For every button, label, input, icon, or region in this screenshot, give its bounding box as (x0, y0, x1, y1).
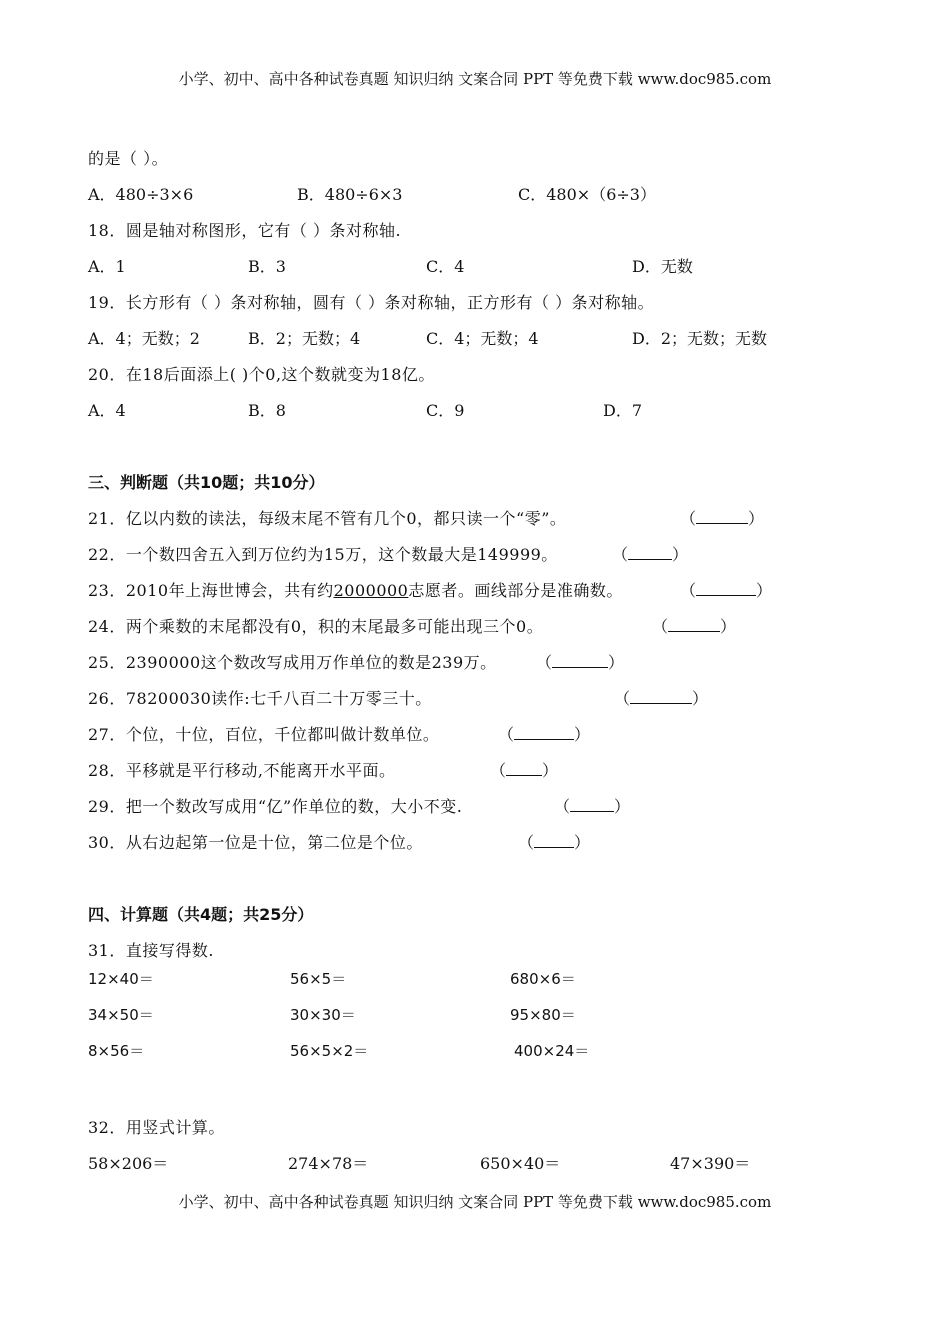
q19-text: 19．长方形有（ ）条对称轴，圆有（ ）条对称轴，正方形有（ ）条对称轴。 (88, 293, 655, 312)
section-3-title: 三、判断题（共10题；共10分） (88, 473, 325, 492)
section-4-title: 四、计算题（共4题；共25分） (88, 905, 314, 924)
q26-answer-blank: （ ） (614, 689, 709, 708)
q29-text: 29．把一个数改写成用“亿”作单位的数，大小不变. (88, 797, 463, 816)
q28-text: 28．平移就是平行移动,不能离开水平面。 (88, 761, 396, 780)
q20-option-b: B．8 (248, 401, 286, 420)
q31-item: 680×6＝ (510, 970, 576, 988)
q27-answer-blank: （ ） (498, 725, 591, 744)
q19-option-c: C．4；无数；4 (426, 329, 539, 348)
q19-option-a: A．4；无数；2 (88, 329, 200, 348)
q17-option-c: C．480×（6÷3） (518, 185, 656, 204)
page-header: 小学、初中、高中各种试卷真题 知识归纳 文案合同 PPT 等免费下载 www.doc985.com (178, 70, 772, 88)
q17-option-a: A．480÷3×6 (88, 185, 194, 204)
q23-text: 23．2010年上海世博会，共有约2000000志愿者。画线部分是准确数。 (88, 581, 623, 600)
q31-item: 8×56＝ (88, 1042, 145, 1060)
q31-item: 56×5×2＝ (290, 1042, 369, 1060)
q30-text: 30．从右边起第一位是十位，第二位是个位。 (88, 833, 423, 852)
q26-text: 26．78200030读作:七千八百二十万零三十。 (88, 689, 432, 708)
q32-text: 32．用竖式计算。 (88, 1118, 225, 1137)
q19-option-b: B．2；无数；4 (248, 329, 361, 348)
q27-text: 27．个位，十位，百位，千位都叫做计数单位。 (88, 725, 440, 744)
q22-answer-blank: （ ） (612, 545, 689, 564)
q22-text: 22．一个数四舍五入到万位约为15万，这个数最大是149999。 (88, 545, 558, 564)
q32-item: 47×390＝ (670, 1154, 751, 1173)
q23-underlined-number: 2000000 (333, 581, 409, 600)
q21-text: 21．亿以内数的读法，每级末尾不管有几个0，都只读一个“零”。 (88, 509, 567, 528)
q20-option-c: C．9 (426, 401, 465, 420)
q29-answer-blank: （ ） (554, 797, 631, 816)
q18-option-d: D．无数 (632, 257, 693, 276)
q24-text: 24．两个乘数的末尾都没有0，积的末尾最多可能出现三个0。 (88, 617, 544, 636)
q31-item: 34×50＝ (88, 1006, 154, 1024)
q31-item: 400×24＝ (514, 1042, 590, 1060)
q20-option-a: A．4 (88, 401, 126, 420)
q23-answer-blank: （ ） (680, 581, 773, 600)
q32-item: 650×40＝ (480, 1154, 561, 1173)
q31-item: 95×80＝ (510, 1006, 576, 1024)
q17-tail: 的是（ ）。 (88, 149, 169, 168)
q24-answer-blank: （ ） (652, 617, 737, 636)
q31-item: 56×5＝ (290, 970, 347, 988)
q31-text: 31．直接写得数. (88, 941, 214, 960)
q17-option-b: B．480÷6×3 (297, 185, 403, 204)
q31-item: 12×40＝ (88, 970, 154, 988)
q19-option-d: D．2；无数；无数 (632, 329, 768, 348)
q28-answer-blank: （ ） (490, 761, 559, 780)
q31-item: 30×30＝ (290, 1006, 356, 1024)
q18-text: 18．圆是轴对称图形，它有（ ）条对称轴. (88, 221, 402, 240)
page-footer: 小学、初中、高中各种试卷真题 知识归纳 文案合同 PPT 等免费下载 www.doc985.com (178, 1193, 772, 1211)
q32-item: 58×206＝ (88, 1154, 169, 1173)
q21-answer-blank: （ ） (680, 509, 765, 528)
q25-text: 25．2390000这个数改写成用万作单位的数是239万。 (88, 653, 497, 672)
q30-answer-blank: （ ） (518, 833, 591, 852)
q20-option-d: D．7 (603, 401, 643, 420)
q32-item: 274×78＝ (288, 1154, 369, 1173)
q20-text: 20．在18后面添上( )个0,这个数就变为18亿。 (88, 365, 435, 384)
q18-option-c: C．4 (426, 257, 465, 276)
q18-option-a: A．1 (88, 257, 126, 276)
q25-answer-blank: （ ） (536, 653, 625, 672)
q18-option-b: B．3 (248, 257, 286, 276)
